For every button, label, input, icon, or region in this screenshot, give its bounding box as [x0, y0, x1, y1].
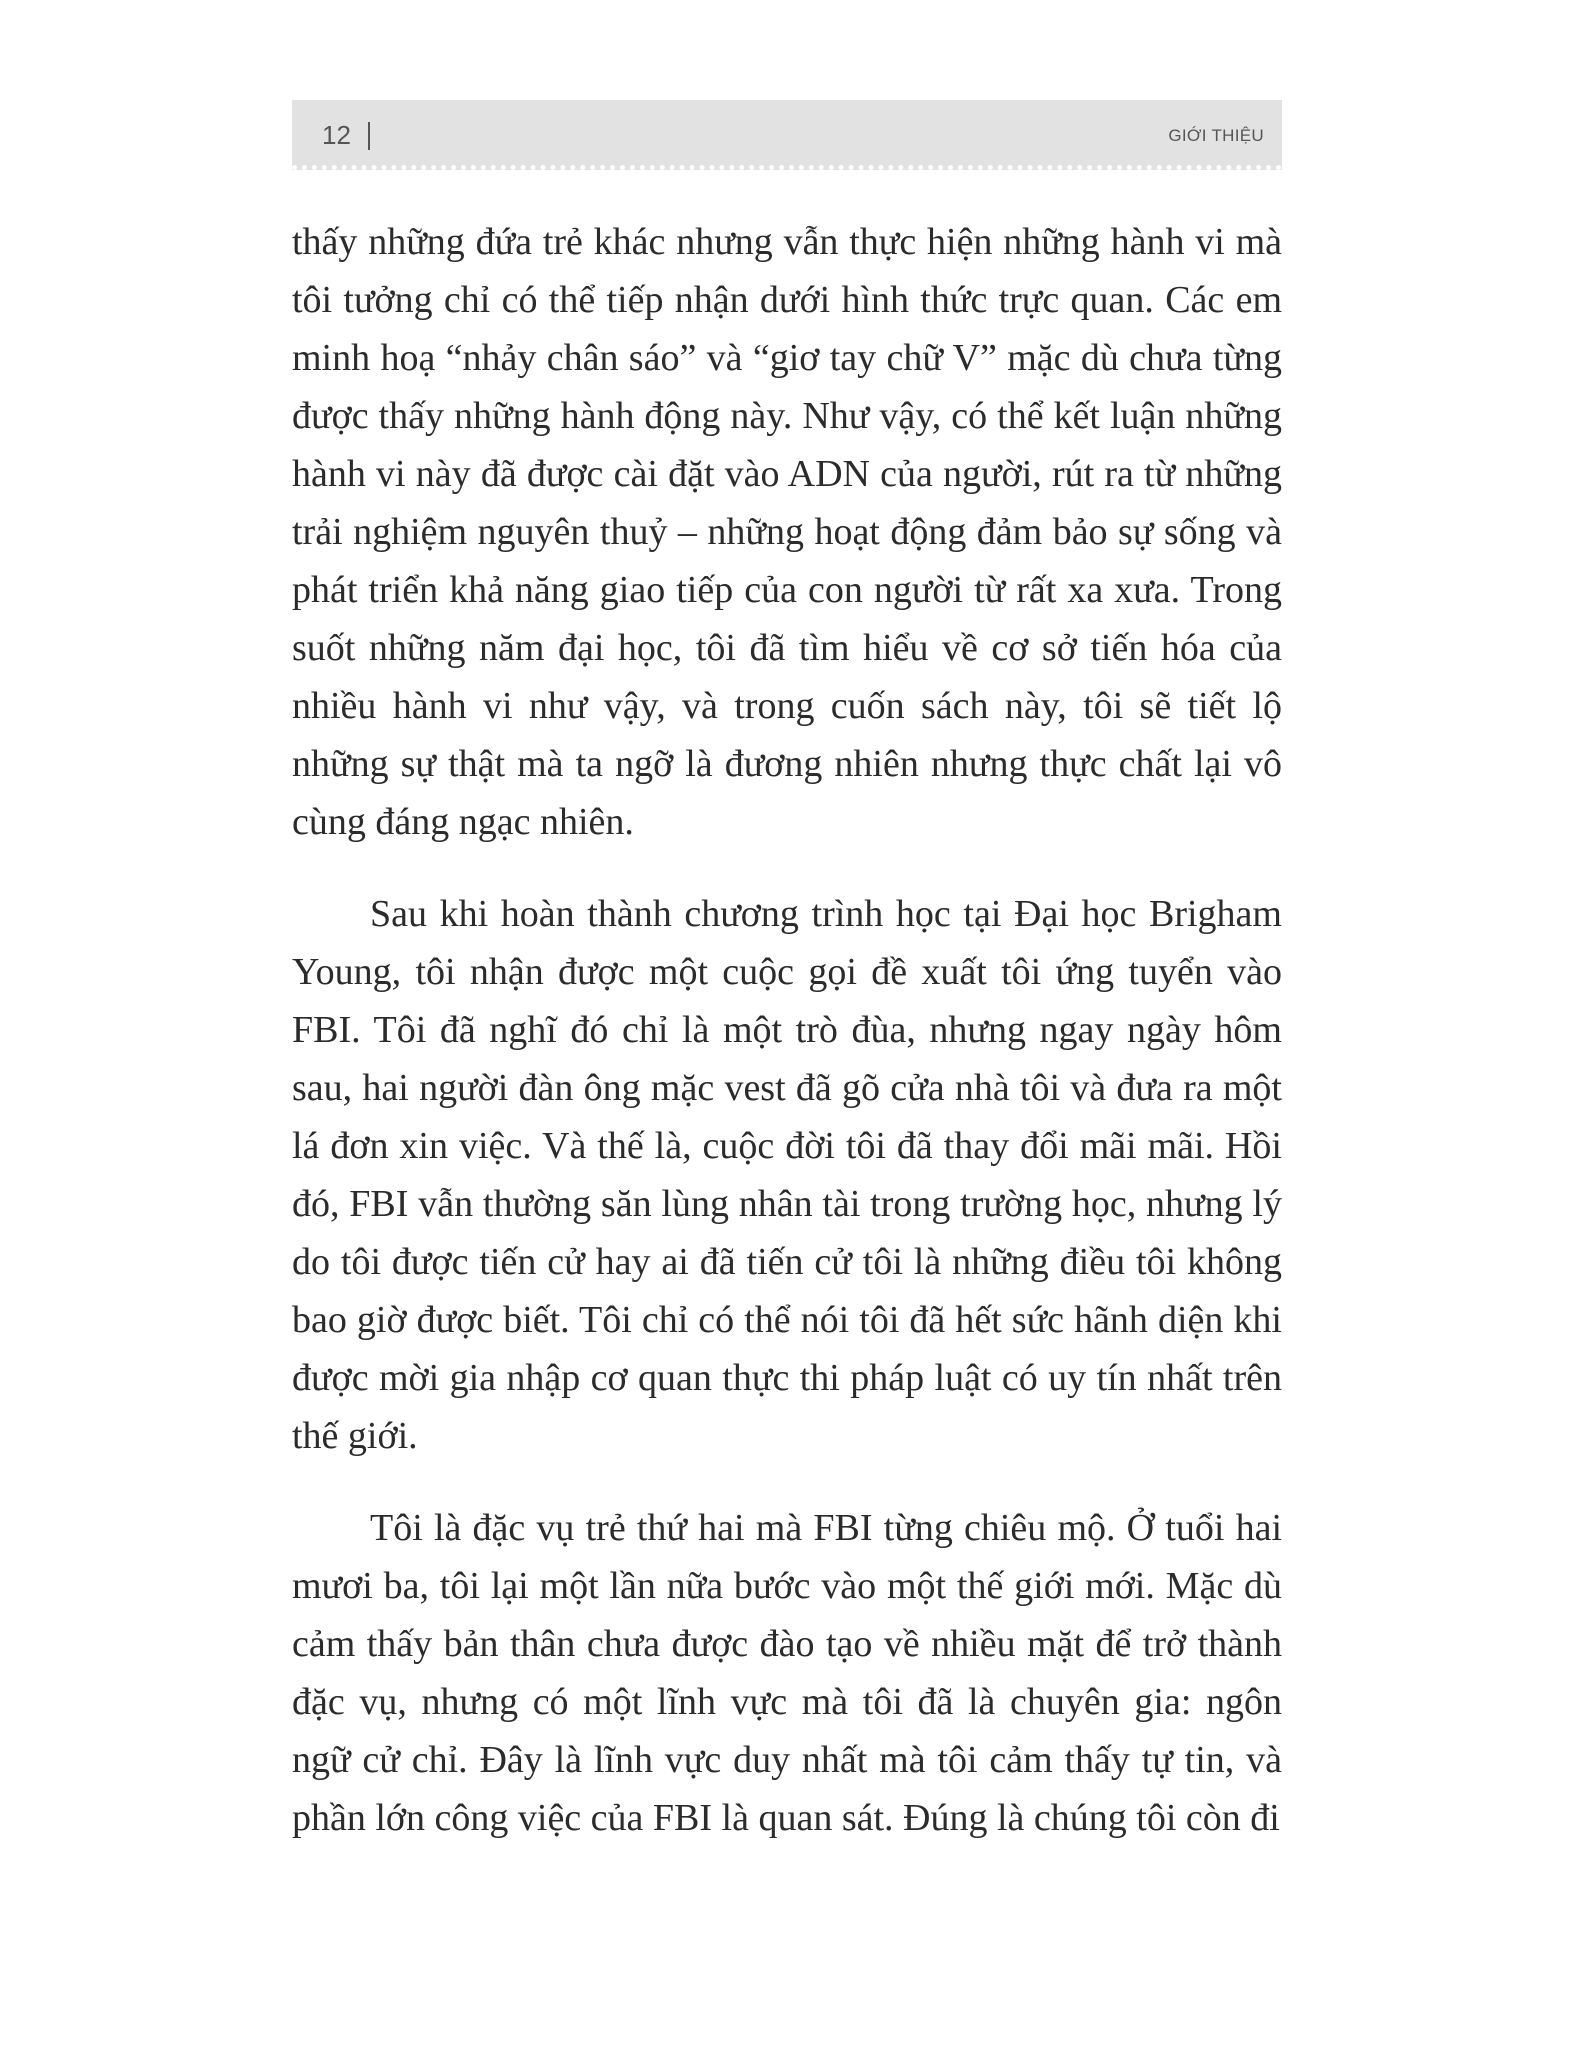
header-separator [368, 122, 370, 150]
paragraph: Tôi là đặc vụ trẻ thứ hai mà FBI từng chiêu mộ. Ở tuổi hai mươi ba, tôi lại một lần nữa bước vào một thế giới mới. Mặc dù cảm thấy bản thân chưa được đào tạo về nhiều mặt để trở thành đặc vụ, nhưng có một lĩnh vực mà tôi đã là chuyên gia: ngôn ngữ cử chỉ. Đây là lĩnh vực duy nhất mà tôi cảm thấy tự tin, và phần lớn công việc của FBI là quan sát. Đúng là chúng tôi còn đi [292, 1507, 1282, 1839]
paragraph-continued: thấy những đứa trẻ khác nhưng vẫn thực hiện những hành vi mà tôi tưởng chỉ có thể tiếp nhận dưới hình thức trực quan. Các em minh hoạ “nhảy chân sáo” và “giơ tay chữ V” mặc dù chưa từng được thấy những hành động này. Như vậy, có thể kết luận những hành vi này đã được cài đặt vào ADN của người, rút ra từ những trải nghiệm nguyên thuỷ – những hoạt động đảm bảo sự sống và phát triển khả năng giao tiếp của con người từ rất xa xưa. Trong suốt những năm đại học, tôi đã tìm hiểu về cơ sở tiến hóa của nhiều hành vi như vậy, và trong cuốn sách này, tôi sẽ tiết lộ những sự thật mà ta ngỡ là đương nhiên nhưng thực chất lại vô cùng đáng ngạc nhiên. [292, 221, 1282, 843]
paragraph: Sau khi hoàn thành chương trình học tại Đại học Brigham Young, tôi nhận được một cuộc gọi đề xuất tôi ứng tuyển vào FBI. Tôi đã nghĩ đó chỉ là một trò đùa, nhưng ngay ngày hôm sau, hai người đàn ông mặc vest đã gõ cửa nhà tôi và đưa ra một lá đơn xin việc. Và thế là, cuộc đời tôi đã thay đổi mãi mãi. Hồi đó, FBI vẫn thường săn lùng nhân tài trong trường học, nhưng lý do tôi được tiến cử hay ai đã tiến cử tôi là những điều tôi không bao giờ được biết. Tôi chỉ có thể nói tôi đã hết sức hãnh diện khi được mời gia nhập cơ quan thực thi pháp luật có uy tín nhất trên thế giới. [292, 893, 1282, 1457]
body-text [292, 213, 1282, 1847]
running-header [292, 100, 1282, 170]
page-number: 12 [322, 120, 351, 150]
section-title: GIỚI THIỆU [1168, 126, 1264, 145]
